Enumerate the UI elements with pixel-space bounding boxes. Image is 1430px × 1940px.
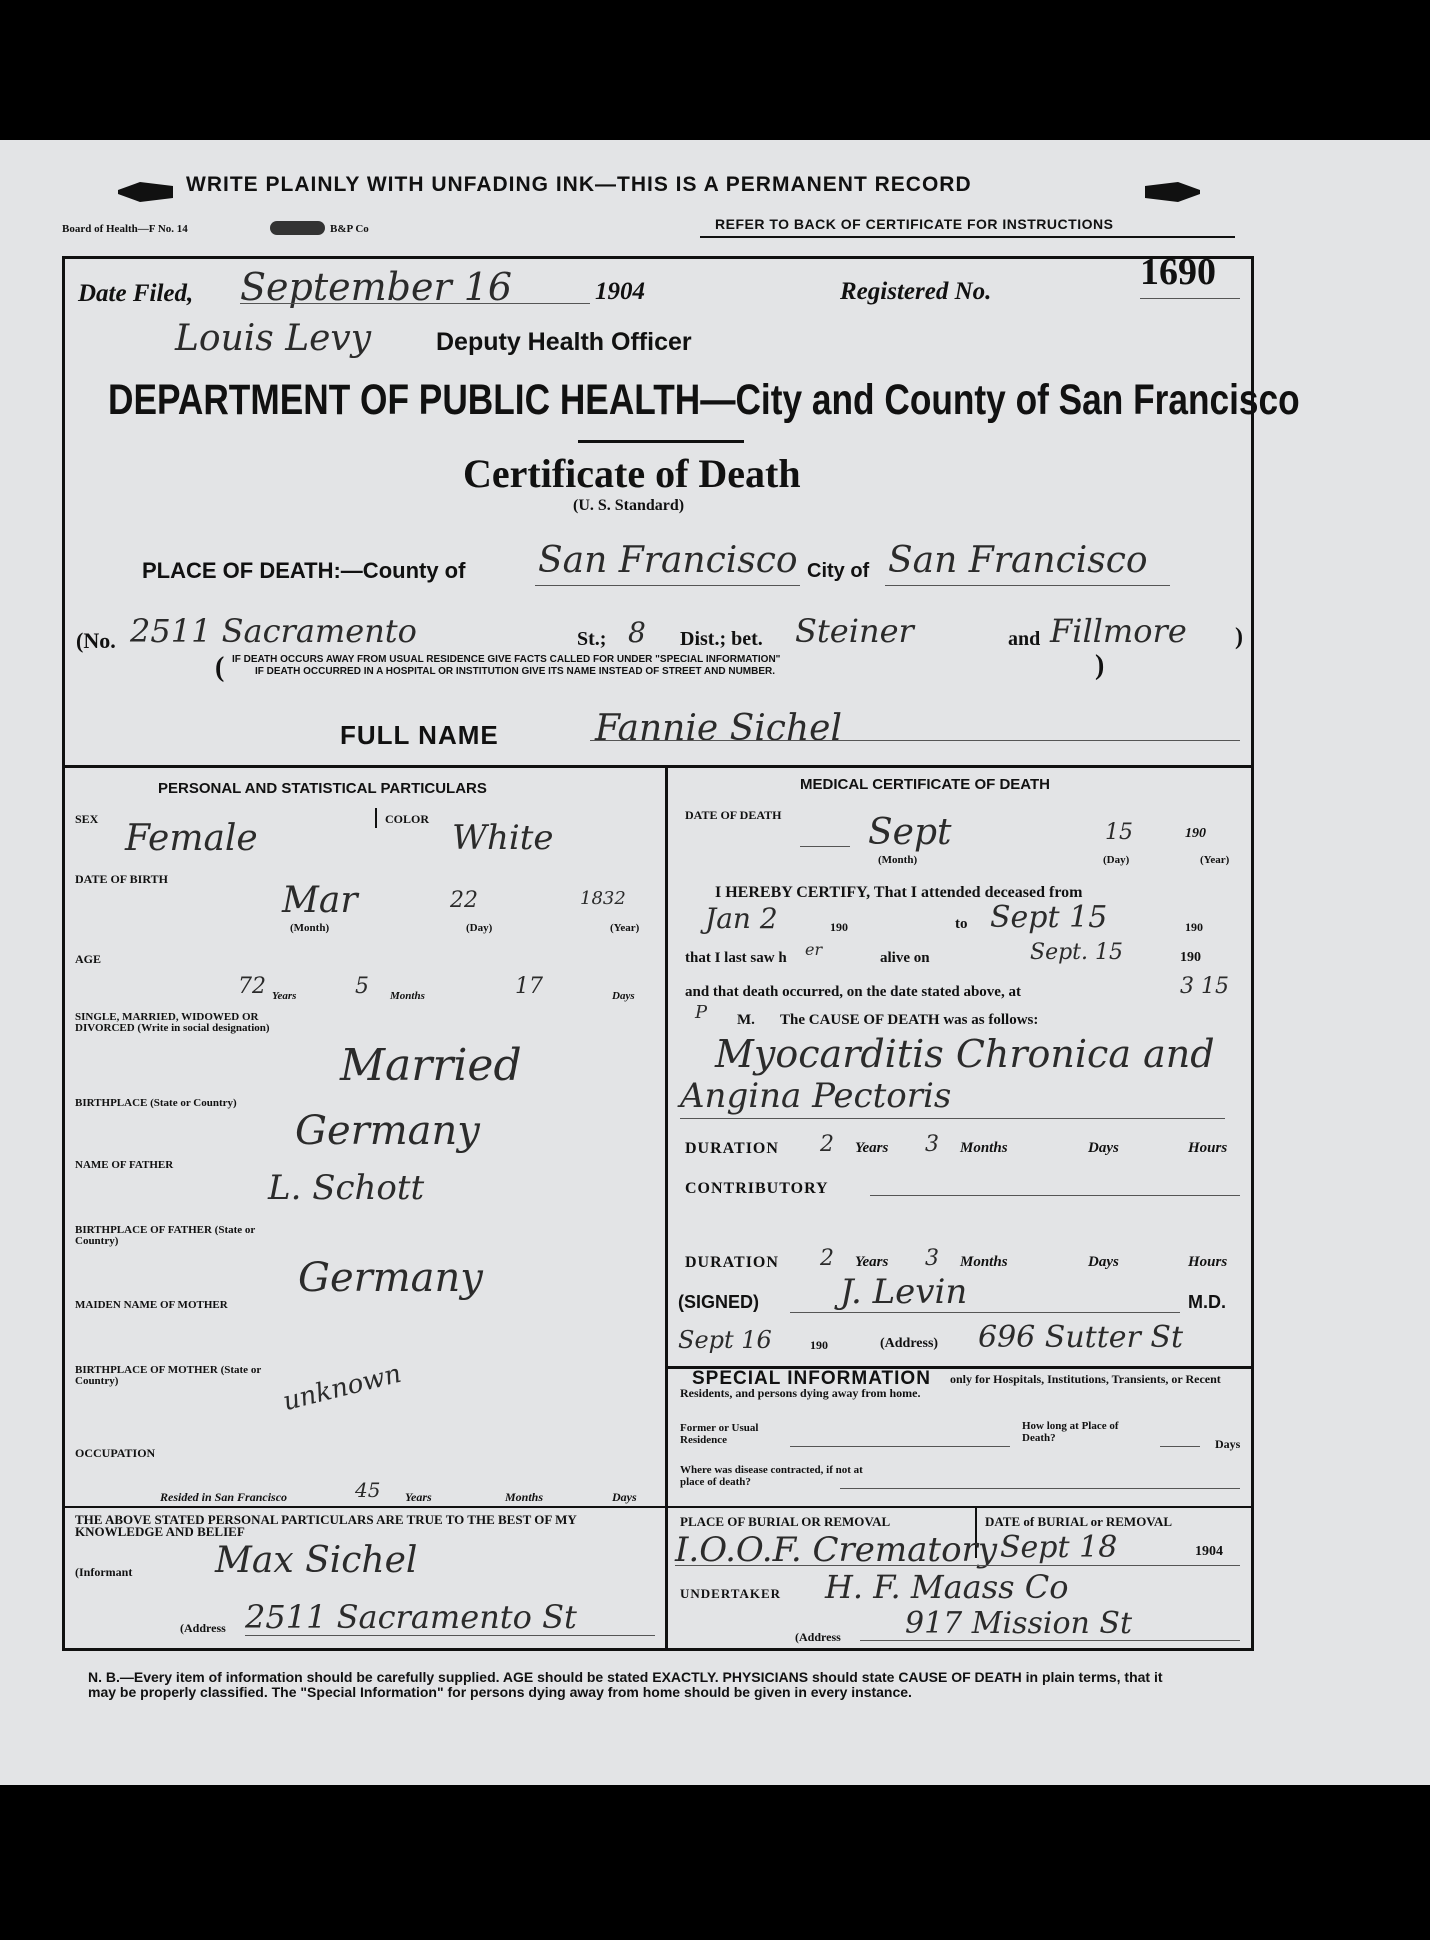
place-county: San Francisco [538,540,798,581]
burial-date-label: DATE of BURIAL or REMOVAL [985,1514,1173,1529]
undertaker-address-label: (Address [795,1630,841,1644]
last-saw-text: that I last saw h [685,950,787,966]
special-heading-note: only for Hospitals, Institutions, Transients, or Recent Residents, and persons dying away from home. [680,1372,1221,1400]
former-residence-line [790,1446,1010,1447]
footnote: N. B.—Every item of information should be carefully supplied. AGE should be stated EXACTLY. PHYSICIANS should state CAUSE OF DEATH in plain terms, that it may be properly classified. The "Special Information" for persons dying away from home should be given in every instance. [88,1669,1163,1700]
attend-to-year: 190 [1185,920,1203,934]
informant-label: (Informant [75,1565,133,1579]
duration-1-label: DURATION [685,1140,779,1157]
color-label: COLOR [385,812,430,826]
sex-label: SEX [75,812,99,826]
registered-label: Registered No. [840,278,992,305]
father-value: L. Schott [268,1168,425,1208]
duration-1-months-label: Months [960,1140,1008,1156]
duration-1-years: 2 [820,1132,834,1157]
medical-heading: MEDICAL CERTIFICATE OF DEATH [800,776,1050,793]
cause-label: The CAUSE OF DEATH was as follows: [780,1012,1039,1028]
resided-years: 45 [355,1478,381,1502]
place-note-open-paren: ( [215,652,225,683]
dob-month-caption: (Month) [290,922,330,934]
certificate-subtitle: (U. S. Standard) [573,497,685,514]
signed-year: 190 [810,1338,828,1352]
mother-name-label: MAIDEN NAME OF MOTHER [75,1299,228,1311]
place-between-1: Steiner [795,612,914,650]
place-note-2: IF DEATH OCCURRED IN A HOSPITAL OR INSTITUTION GIVE ITS NAME INSTEAD OF STREET AND NUMBER. [255,666,776,677]
burial-date: Sept 18 [1000,1530,1118,1565]
father-birthplace-value: Germany [298,1255,483,1301]
place-st-value: 8 [628,616,646,649]
date-filed-value: September 16 [240,265,513,309]
marital-label: SINGLE, MARRIED, WIDOWED OR DIVORCED (Write in social designation) [75,1011,270,1034]
signed-date: Sept 16 [678,1326,772,1354]
dod-day-caption: (Day) [1103,854,1130,866]
registered-line [1140,298,1240,299]
date-filed-label: Date Filed, [78,280,194,307]
how-long-line [1160,1446,1200,1447]
age-months: 5 [355,974,369,999]
last-saw-date: Sept. 15 [1030,940,1123,965]
duration-2-years: 2 [820,1246,834,1271]
age-days-label: Days [612,990,635,1002]
city-line [885,585,1170,586]
resided-days-label: Days [612,1490,637,1504]
age-years: 72 [238,974,266,999]
printer-id: B&P Co [330,223,369,235]
place-and-label: and [1008,628,1041,650]
sex-color-divider [375,808,377,828]
full-name-line [590,740,1240,741]
pointing-hand-right-icon [1145,182,1200,202]
disease-contracted-line [840,1488,1240,1489]
dob-day-caption: (Day) [466,922,493,934]
full-name-label: FULL NAME [340,720,499,750]
duration-2-months-label: Months [960,1254,1008,1270]
birthplace-label: BIRTHPLACE (State or Country) [75,1097,237,1109]
physician-address-label: (Address) [880,1336,939,1351]
age-years-label: Years [272,990,297,1002]
dod-day: 15 [1105,820,1133,845]
attend-to-date: Sept 15 [990,900,1108,935]
former-residence-label: Former or Usual Residence [680,1422,759,1446]
last-saw-year: 190 [1180,950,1201,965]
birthplace-value: Germany [295,1108,480,1154]
informant-rule [62,1506,666,1508]
death-occurred-text: and that death occurred, on the date stated above, at [685,984,1021,1000]
signed-label: (SIGNED) [678,1292,759,1312]
death-time: 3 15 [1180,974,1229,999]
marital-value: Married [340,1040,522,1091]
father-label: NAME OF FATHER [75,1159,174,1171]
undertaker-address-line [860,1640,1240,1641]
attend-to-label: to [955,916,968,932]
mother-birthplace-value: unknown [280,1358,405,1418]
resided-label: Resided in San Francisco [160,1490,288,1504]
date-filed-line [240,303,590,304]
place-note-close-paren: ) [1095,650,1105,681]
father-birthplace-label: BIRTHPLACE OF FATHER (State or Country) [75,1224,256,1247]
alive-on-label: alive on [880,950,930,966]
registered-number: 1690 [1140,251,1216,293]
duration-2-years-label: Years [855,1254,889,1270]
attend-from-date: Jan 2 [705,902,778,935]
duration-2-months: 3 [925,1246,939,1271]
department-rule [578,440,744,443]
certificate-sheet [0,140,1430,1785]
death-time-suffix: P [695,1002,708,1023]
disease-contracted-label: Where was disease contracted, if not at place of death? [680,1464,863,1488]
seal-icon [270,221,325,235]
informant-address-line [245,1635,655,1636]
cause-line-2-rule [680,1118,1225,1119]
age-days: 17 [515,974,543,999]
officer-signature: Louis Levy [175,318,372,359]
place-city: San Francisco [888,540,1148,581]
informant-statement: THE ABOVE STATED PERSONAL PARTICULARS ARE TRUE TO THE BEST OF MY KNOWLEDGE AND BELIEF [75,1512,577,1539]
color-value: White [452,818,554,858]
attend-from-year: 190 [830,920,848,934]
cause-line-2: Angina Pectoris [680,1076,952,1116]
place-st-label: St.; [577,628,607,650]
undertaker-address: 917 Mission St [905,1606,1133,1641]
dod-dash [800,846,850,847]
banner-text: WRITE PLAINLY WITH UNFADING INK—THIS IS A PERMANENT RECORD [186,173,972,196]
place-city-label: City of [807,560,870,582]
date-filed-year: 1904 [595,278,645,305]
informant-address: 2511 Sacramento St [245,1598,577,1636]
contributory-label: CONTRIBUTORY [685,1180,829,1197]
pointing-hand-left-icon [118,182,173,202]
duration-1-days-label: Days [1088,1140,1119,1156]
duration-2-days-label: Days [1088,1254,1119,1270]
md-label: M.D. [1188,1292,1226,1312]
undertaker-name: H. F. Maass Co [825,1568,1069,1606]
duration-1-years-label: Years [855,1140,889,1156]
dob-label: DATE OF BIRTH [75,872,168,886]
undertaker-label: UNDERTAKER [680,1586,782,1601]
burial-rule [666,1506,1254,1508]
informant-name: Max Sichel [215,1540,418,1581]
full-name-value: Fannie Sichel [595,708,842,749]
burial-place: I.O.O.F. Crematory [675,1530,998,1570]
place-close-paren: ) [1235,624,1243,650]
physician-signature: J. Levin [840,1272,968,1312]
burial-year: 1904 [1195,1544,1223,1559]
place-of-death-label: PLACE OF DEATH:—County of [142,558,466,583]
certificate-title: Certificate of Death [463,451,801,496]
instructions-ref: REFER TO BACK OF CERTIFICATE FOR INSTRUCTIONS [715,216,1114,232]
dod-label: DATE OF DEATH [685,808,782,822]
resided-years-label: Years [405,1490,432,1504]
dob-day: 22 [450,888,478,913]
signed-line [790,1312,1180,1313]
column-divider [665,768,668,1651]
dod-year: 190 [1185,826,1206,841]
burial-line [675,1565,1240,1566]
dod-month: Sept [868,812,952,853]
duration-1-hours-label: Hours [1188,1140,1228,1156]
department-title: DEPARTMENT OF PUBLIC HEALTH—City and County of San Francisco [108,376,1300,424]
sex-value: Female [125,818,258,859]
officer-title: Deputy Health Officer [436,328,692,356]
form-id: Board of Health—F No. 14 [62,223,188,235]
place-no-label: (No. [76,628,116,653]
duration-2-label: DURATION [685,1254,779,1271]
burial-place-label: PLACE OF BURIAL OR REMOVAL [680,1514,891,1529]
dob-year-caption: (Year) [610,922,640,934]
county-line [535,585,800,586]
dob-year: 1832 [580,888,626,909]
top-rule [700,236,1235,238]
place-dist-label: Dist.; bet. [680,628,763,650]
section-rule [62,765,1254,768]
occupation-label: OCCUPATION [75,1446,156,1460]
how-long-label: How long at Place of Death? [1022,1420,1119,1444]
dod-year-caption: (Year) [1200,854,1230,866]
personal-heading: PERSONAL AND STATISTICAL PARTICULARS [158,780,487,797]
m-label: M. [737,1012,755,1028]
how-long-days-label: Days [1215,1437,1241,1451]
informant-address-label: (Address [180,1621,226,1635]
certify-text: I HEREBY CERTIFY, That I attended deceased from [715,884,1083,901]
duration-1-months: 3 [925,1132,939,1157]
place-street: 2511 Sacramento [130,612,417,650]
cause-line-1: Myocarditis Chronica and [715,1032,1215,1076]
dod-month-caption: (Month) [878,854,918,866]
physician-address: 696 Sutter St [978,1320,1184,1355]
age-months-label: Months [390,990,425,1002]
mother-birthplace-label: BIRTHPLACE OF MOTHER (State or Country) [75,1364,262,1387]
contributory-line [870,1195,1240,1196]
resided-months-label: Months [505,1490,544,1504]
duration-2-hours-label: Hours [1188,1254,1228,1270]
dob-month: Mar [282,880,358,921]
age-label: AGE [75,952,102,966]
special-heading: SPECIAL INFORMATION [692,1368,931,1389]
place-note-1: IF DEATH OCCURS AWAY FROM USUAL RESIDENCE GIVE FACTS CALLED FOR UNDER "SPECIAL INFORMATION" [232,654,781,665]
last-saw-pronoun: er [805,940,823,959]
place-between-2: Fillmore [1050,612,1187,650]
